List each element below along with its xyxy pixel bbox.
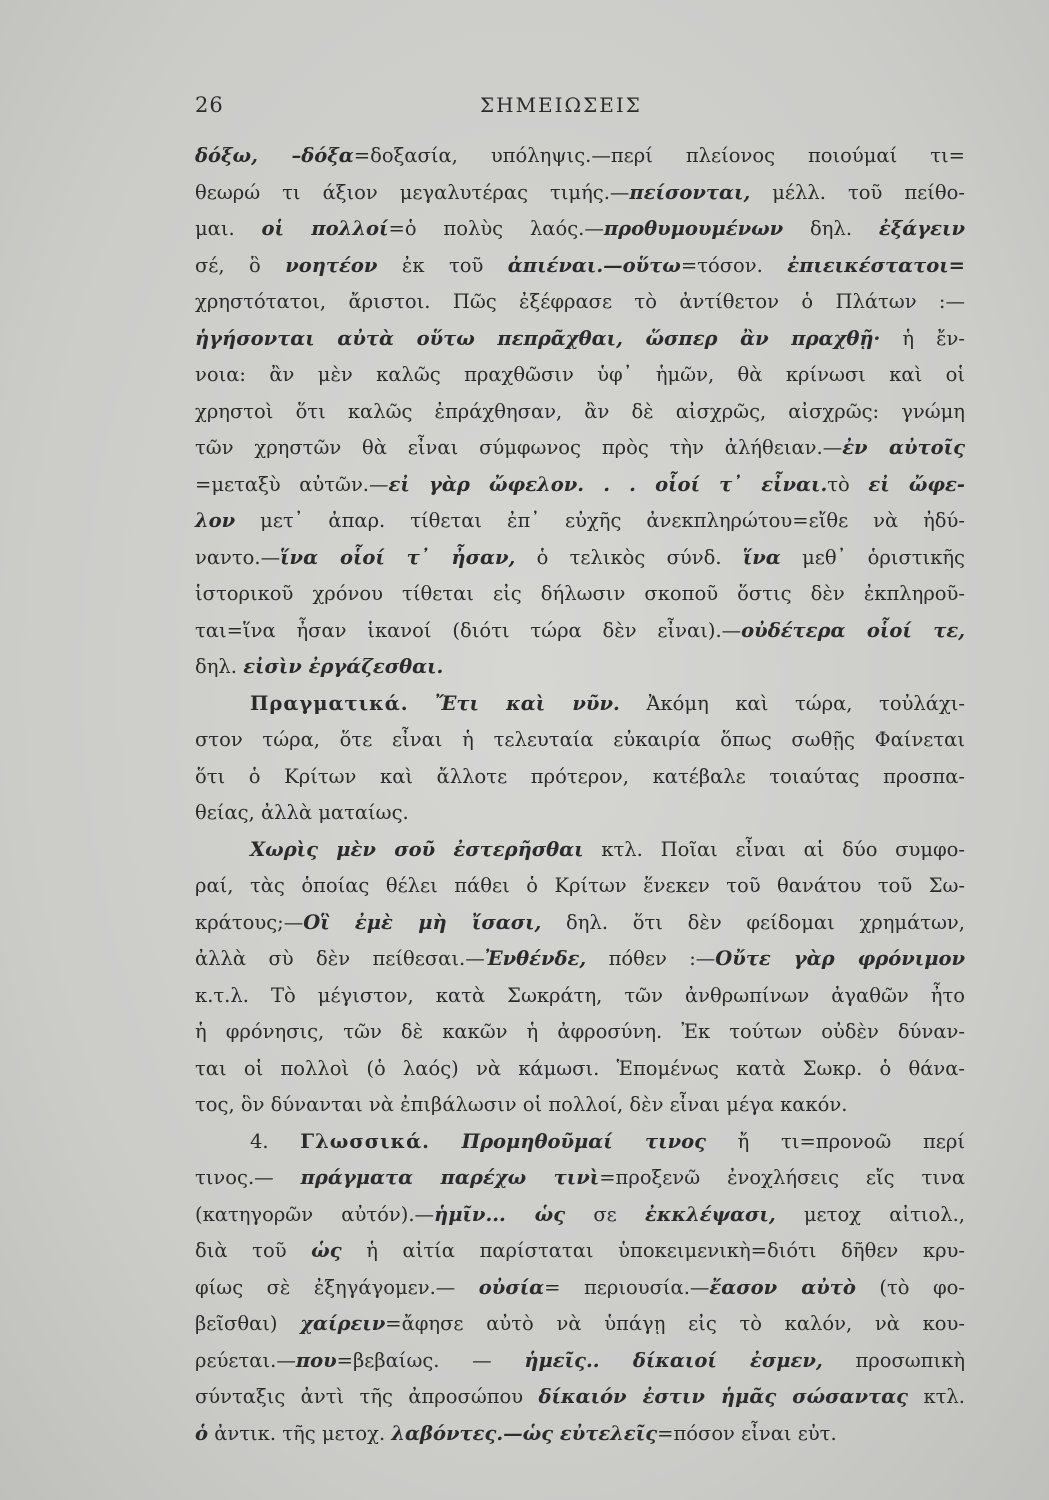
text-run: δηλ. ὅτι δὲν φείδομαι χρημάτων,: [541, 910, 965, 934]
text-run: κ.τ.λ. Τὸ μέγιστον, κατὰ Σωκράτη, τῶν ἀνθρωπίνων ἀγαθῶν ἦτο: [195, 983, 965, 1007]
lemma-term: χαίρειν: [300, 1312, 386, 1335]
text-run: στον τώρα, ὅτε εἶναι ἡ τελευταία εὐκαιρία ὅπως σωθῇς Φαίνεται: [195, 728, 965, 751]
text-run: μέλλ. τοῦ πείθο-: [750, 180, 965, 204]
text-line: [195, 467, 965, 504]
running-head: ΣΗΜΕΙΩΣΕΙΣ: [480, 93, 642, 117]
text-run: τινος.—: [195, 1166, 301, 1189]
text-run: κτλ.: [908, 1385, 965, 1408]
text-line: [195, 649, 965, 686]
text-run: θεωρώ τι άξιον μεγαλυτέρας τιμής.—: [195, 180, 630, 204]
text-run: [409, 692, 436, 715]
text-line: [195, 832, 965, 869]
text-line: [195, 211, 965, 248]
text-run: ἐκ τοῦ: [377, 253, 508, 277]
lemma-term: δίκαιόν ἐστιν ἡμᾶς σώσαντας: [538, 1385, 909, 1408]
lemma-term: που: [295, 1348, 337, 1372]
lemma-term: ἐπιεικέστατοι=: [787, 253, 965, 277]
text-run: ἡ φρόνησις, τῶν δὲ κακῶν ἡ ἀφροσύνη. Ἐκ τούτων οὐδὲν δύναν-: [195, 1020, 965, 1043]
text-line: [195, 1270, 965, 1307]
lemma-term: ἐκκλέψασι,: [645, 1202, 776, 1226]
text-run: =τόσον.: [680, 253, 788, 277]
lemma-term: Οἳ ἐμὲ μὴ ἴσασι,: [303, 910, 542, 934]
text-run: φίως σὲ ἐξηγάγομεν.—: [195, 1275, 479, 1299]
text-run: κράτους;—: [195, 910, 304, 934]
text-run: δηλ.: [195, 655, 244, 678]
text-run: σύνταξις ἀντὶ τῆς ἀπροσώπου: [195, 1385, 539, 1408]
text-line: [195, 1160, 965, 1197]
text-run: =βεβαίως. —: [336, 1348, 525, 1372]
text-run: μεθ᾽ ὁριστικῆς: [780, 545, 965, 569]
text-run: ἀλλὰ σὺ δὲν πείθεσαι.—: [195, 947, 485, 970]
lemma-term: ἐν αὐτοῖς: [842, 436, 965, 459]
text-line: [195, 1416, 965, 1453]
lemma-term: ἡμῖν... ὡς: [434, 1202, 566, 1226]
page-body: [195, 138, 965, 1452]
text-line: [195, 759, 965, 796]
text-line: [195, 503, 965, 540]
lemma-term: Ἐνθένδε,: [484, 947, 587, 970]
text-line: [195, 357, 965, 394]
lemma-term: Ἔτι καὶ νῦν.: [435, 691, 620, 715]
page-number: 26: [195, 93, 224, 117]
lemma-term: δόξω, –δόξα: [195, 144, 354, 167]
text-run: διὰ τοῦ: [195, 1239, 312, 1262]
text-run: =πόσον εἶναι εὐτ.: [657, 1421, 837, 1445]
lemma-term: λαβόντες.—ὡς εὐτελεῖς: [391, 1421, 658, 1445]
text-run: =μεταξὺ αὐτῶν.—: [195, 472, 389, 496]
lemma-term: ἔασον αὐτὸ: [709, 1275, 856, 1299]
text-run: ἡ αἰτία παρίσταται ὑποκειμενικὴ=διότι δῆθεν κρυ-: [341, 1239, 965, 1262]
text-run: μετ᾽ ἀπαρ. τίθεται ἐπ᾽ εὐχῆς ἀνεκπληρώτου=εἴθε νὰ ἠδύ-: [235, 509, 965, 532]
text-run: 4.: [250, 1129, 301, 1153]
text-line: [195, 1197, 965, 1234]
text-run: ται=ἵνα ἦσαν ἱκανοί (διότι τώρα δὲν εἶναι).—: [195, 618, 742, 642]
lemma-term: εἰ γὰρ ὤφελον. . . οἷοί τ᾽ εἶναι.: [388, 472, 828, 496]
text-run: δηλ.: [783, 217, 879, 240]
text-run: ρεύεται.—: [195, 1348, 296, 1372]
text-run: ἡ ἔν-: [880, 326, 965, 350]
text-run: =δοξασία, υπόληψις.—περί πλείονος ποιούμαί τι=: [353, 144, 965, 167]
text-line: [195, 540, 965, 577]
text-run: ται οἱ πολλοὶ (ὁ λαός) νὰ κάμωσι. Ἑπομένως κατὰ Σωκρ. ὁ θάνα-: [195, 1056, 965, 1080]
text-run: τος, ὃν δύνανται νὰ ἐπιβάλωσιν οἱ πολλοί, δὲν εἶναι μέγα κακόν.: [195, 1093, 848, 1116]
text-run: βεῖσθαι): [195, 1312, 301, 1335]
text-run: χρηστοὶ ὅτι καλῶς ἐπράχθησαν, ἂν δὲ αἰσχρῶς, αἰσχρῶς: γνώμη: [195, 399, 965, 423]
text-line: [195, 941, 965, 978]
text-line: [195, 430, 965, 467]
lemma-term: οὐσία: [478, 1275, 545, 1299]
lemma-term: Χωρὶς μὲν σοῦ ἐστερῆσθαι: [250, 837, 584, 861]
lemma-term: Προμηθοῦμαί τινος: [461, 1129, 706, 1153]
lemma-term: οἱ πολλοί: [261, 217, 389, 240]
text-line: [195, 1124, 965, 1161]
text-run: τὸ: [827, 472, 869, 496]
text-run: Ἀκόμη καὶ τώρα, τοὐλάχι-: [619, 691, 966, 715]
text-run: ἤ τι=προνοῶ περί: [705, 1129, 965, 1153]
text-line: [195, 613, 965, 650]
text-run: τῶν χρηστῶν θὰ εἶναι σύμφωνος πρὸς τὴν ἀλήθειαν.—: [195, 436, 843, 459]
text-run: ὁ τελικὸς σύνδ.: [515, 545, 743, 569]
text-run: νοια: ἂν μὲν καλῶς πραχθῶσιν ὑφ᾽ ἡμῶν, θὰ κρίνωσι καὶ οἱ: [195, 363, 965, 386]
text-run: προσωπικὴ: [822, 1348, 966, 1372]
text-line: [195, 686, 965, 723]
text-run: ραί, τὰς ὁποίας θέλει πάθει ὁ Κρίτων ἕνεκεν τοῦ θανάτου τοῦ Σω-: [195, 874, 965, 897]
text-line: [195, 175, 965, 212]
text-line: [195, 978, 965, 1015]
text-run: μαι.: [195, 217, 262, 240]
text-run: [430, 1130, 462, 1153]
lemma-term: προθυμουμένων: [603, 217, 784, 240]
text-run: χρηστότατοι, ἄριστοι. Πῶς ἐξέφρασε τὸ ἀντίθετον ὁ Πλάτων :—: [195, 290, 965, 313]
text-run: =ὁ πολὺς λαός.—: [388, 217, 604, 240]
text-run: σέ, ὃ: [195, 253, 286, 277]
text-run: ναντο.—: [195, 545, 281, 569]
text-run: θείας, ἀλλὰ ματαίως.: [195, 801, 409, 824]
text-line: [195, 576, 965, 613]
lemma-term: ἡγήσονται αὐτὰ οὕτω πεπρᾶχθαι, ὥσπερ ἂν πραχθῇ·: [195, 326, 881, 350]
text-line: [195, 868, 965, 905]
lemma-term: ὡς: [311, 1239, 342, 1262]
text-line: [195, 905, 965, 942]
text-run: κτλ. Ποῖαι εἶναι αἱ δύο συμφο-: [583, 837, 965, 861]
text-line: [195, 1014, 965, 1051]
text-line: [195, 1306, 965, 1343]
text-line: [195, 1087, 965, 1124]
text-line: [195, 1051, 965, 1088]
text-run: ἱστορικοῦ χρόνου τίθεται εἰς δήλωσιν σκοποῦ ὅστις δὲν ἐκπληροῦ-: [195, 582, 965, 605]
lemma-term: εἰσὶν ἐργάζεσθαι.: [243, 655, 444, 678]
text-line: [195, 1343, 965, 1380]
lemma-term: ὁ: [195, 1421, 209, 1445]
text-run: =προξενῶ ἐνοχλήσεις εἴς τινα: [599, 1166, 965, 1189]
section-heading: Πραγματικά.: [250, 691, 409, 715]
text-run: (κατηγορῶν αὐτόν).—: [195, 1202, 435, 1226]
lemma-term: ἵνα: [742, 545, 781, 569]
text-run: =ἄφησε αὐτὸ νὰ ὑπάγῃ εἰς τὸ καλόν, νὰ κου-: [385, 1312, 965, 1335]
text-line: [195, 1379, 965, 1416]
text-line: [195, 795, 965, 832]
text-run: πόθεν :—: [586, 947, 716, 970]
lemma-term: οὐδέτερα οἷοί τε,: [741, 618, 966, 642]
lemma-term: λον: [195, 509, 236, 532]
lemma-term: ἵνα οἷοί τ᾽ ἦσαν,: [280, 545, 516, 569]
lemma-term: εἰ ὤφε-: [868, 472, 965, 496]
lemma-term: ἡμεῖς.. δίκαιοί ἐσμεν,: [524, 1348, 823, 1372]
text-line: [195, 394, 965, 431]
text-run: σε: [565, 1202, 646, 1226]
lemma-term: νοητέον: [285, 253, 378, 277]
text-line: [195, 248, 965, 285]
text-run: (τὸ φο-: [855, 1275, 965, 1299]
text-run: = περιουσία.—: [544, 1275, 710, 1299]
lemma-term: πείσονται,: [629, 180, 751, 204]
page-header: [195, 93, 965, 123]
text-run: ἀντικ. τῆς μετοχ.: [208, 1421, 392, 1445]
text-line: [195, 284, 965, 321]
lemma-term: ἐξάγειν: [878, 217, 965, 240]
lemma-term: Οὔτε γὰρ φρόνιμον: [715, 947, 965, 970]
text-line: [195, 138, 965, 175]
lemma-term: ἀπιέναι.—οὕτω: [507, 253, 681, 277]
section-heading: Γλωσσικά.: [300, 1129, 430, 1153]
text-run: μετοχ αἰτιολ.,: [775, 1202, 966, 1226]
lemma-term: πράγματα παρέχω τινὶ: [300, 1166, 600, 1189]
text-line: [195, 1233, 965, 1270]
text-run: ὅτι ὁ Κρίτων καὶ ἄλλοτε πρότερον, κατέβαλε τοιαύτας προσπα-: [195, 764, 965, 788]
text-line: [195, 722, 965, 759]
text-line: [195, 321, 965, 358]
